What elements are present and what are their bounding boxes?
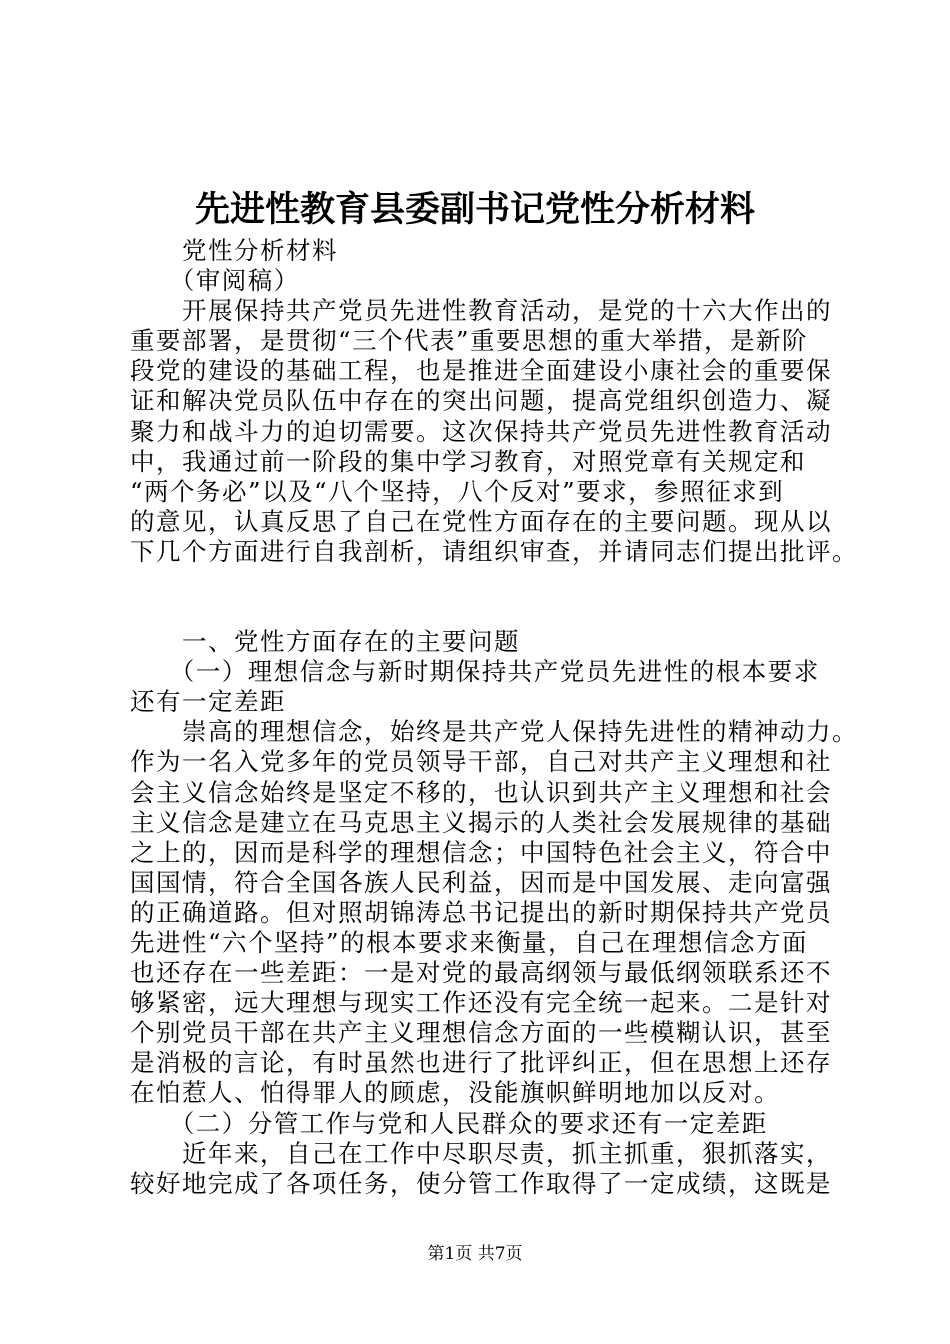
text-line: 党性分析材料	[130, 236, 338, 265]
text-line: （一）理想信念与新时期保持共产党员先进性的根本要求	[130, 657, 820, 687]
text-line: 够紧密，远大理想与现实工作还没有完全统一起来。二是针对	[130, 988, 832, 1018]
document-title: 先进性教育县委副书记党性分析材料	[194, 189, 755, 230]
text-line: （二）分管工作与党和人民群众的要求还有一定差距	[130, 1108, 768, 1138]
text-line: 近年来，自己在工作中尽职尽责，抓主抓重，狠抓落实，	[130, 1138, 832, 1168]
text-line: 也还存在一些差距：一是对党的最高纲领与最低纲领联系还不	[130, 958, 832, 988]
text-line: 在怕惹人、怕得罪人的顾虑，没能旗帜鲜明地加以反对。	[130, 1078, 780, 1108]
text-line: 段党的建设的基础工程，也是推进全面建设小康社会的重要保	[130, 356, 832, 386]
text-line: 的正确道路。但对照胡锦涛总书记提出的新时期保持共产党员	[130, 897, 832, 927]
text-line: 是消极的言论，有时虽然也进行了批评纠正，但在思想上还存	[130, 1048, 832, 1078]
text-line: 重要部署，是贯彻“三个代表”重要思想的重大举措，是新阶	[130, 326, 809, 356]
paragraph-gap	[130, 567, 850, 627]
text-line: 中，我通过前一阶段的集中学习教育，对照党章有关规定和	[130, 446, 806, 476]
text-line: 崇高的理想信念，始终是共产党人保持先进性的精神动力。	[130, 717, 858, 747]
text-line: 作为一名入党多年的党员领导干部，自己对共产主义理想和社	[130, 747, 832, 777]
text-line: 还有一定差距	[130, 687, 286, 717]
text-line: 国国情，符合全国各族人民利益，因而是中国发展、走向富强	[130, 867, 832, 897]
text-line: 下几个方面进行自我剖析，请组织审查，并请同志们提出批评。	[130, 536, 858, 566]
text-line: 证和解决党员队伍中存在的突出问题，提高党组织创造力、凝	[130, 386, 832, 416]
text-line: 一、党性方面存在的主要问题	[130, 627, 520, 657]
text-line: 开展保持共产党员先进性教育活动，是党的十六大作出的	[130, 296, 832, 326]
text-line: 主义信念是建立在马克思主义揭示的人类社会发展规律的基础	[130, 807, 832, 837]
text-line: 个别党员干部在共产主义理想信念方面的一些模糊认识，甚至	[130, 1018, 832, 1048]
text-line: （审阅稿）	[130, 266, 300, 296]
page-footer: 第1页 共7页	[427, 1244, 523, 1264]
text-line: 聚力和战斗力的迫切需要。这次保持共产党员先进性教育活动	[130, 416, 832, 446]
text-line: 较好地完成了各项任务，使分管工作取得了一定成绩，这既是	[130, 1168, 832, 1198]
text-line: 的意见，认真反思了自己在党性方面存在的主要问题。现从以	[130, 506, 832, 536]
text-line: 先进性“六个坚持”的根本要求来衡量，自己在理想信念方面	[130, 927, 809, 957]
document-body	[130, 236, 858, 1199]
text-line: 会主义信念始终是坚定不移的，也认识到共产主义理想和社会	[130, 777, 832, 807]
text-line: 之上的，因而是科学的理想信念；中国特色社会主义，符合中	[130, 837, 832, 867]
text-line: “两个务必”以及“八个坚持，八个反对”要求，参照征求到	[130, 476, 785, 506]
